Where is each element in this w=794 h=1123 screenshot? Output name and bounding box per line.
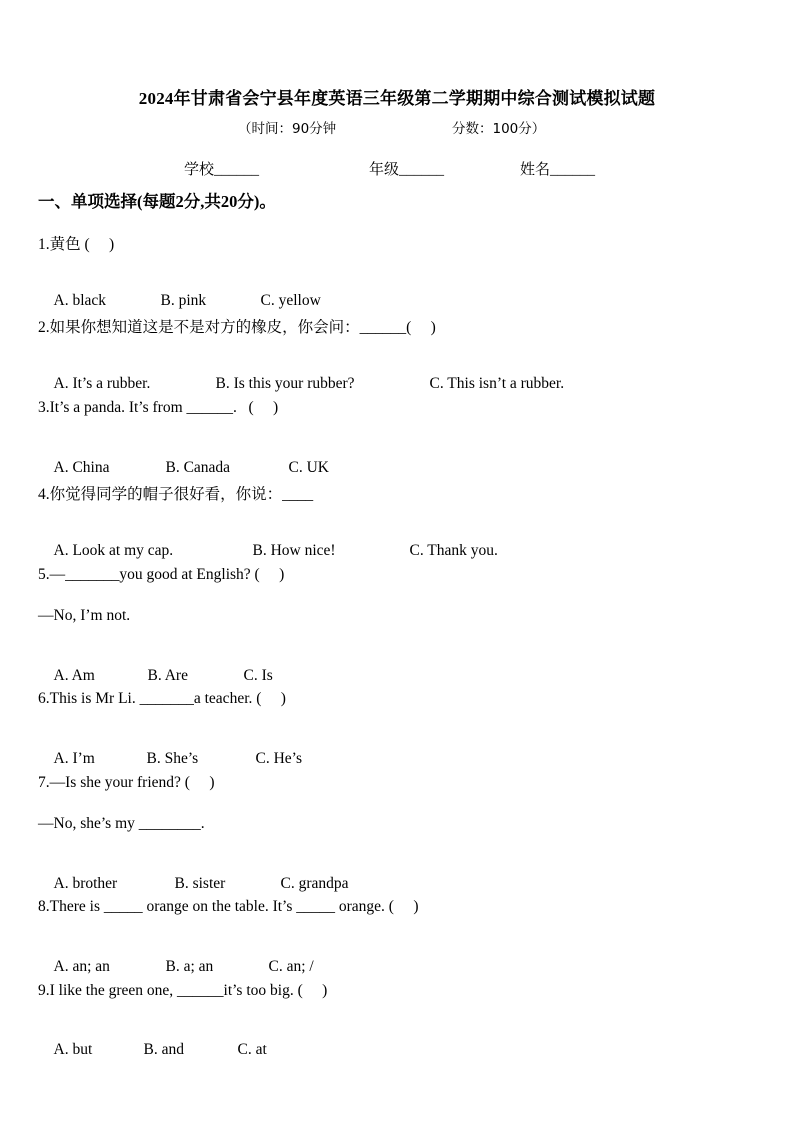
question-stem: 7.—Is she your friend? ( ) [38, 774, 215, 791]
option-a: A. but [53, 1041, 93, 1058]
option-a: A. black [53, 292, 107, 309]
option-c: C. an; / [268, 958, 314, 975]
option-c: C. He’s [255, 750, 302, 767]
option-c: C. UK [288, 459, 329, 476]
option-b: B. Are [147, 667, 188, 684]
option-b: B. pink [160, 292, 207, 309]
question-stem: 2.如果你想知道这是不是对方的橡皮，你会问：______( ) [38, 319, 436, 336]
option-c: C. at [237, 1041, 267, 1058]
option-b: B. a; an [165, 958, 214, 975]
option-b: B. How nice! [252, 542, 336, 559]
question-stem: 4.你觉得同学的帽子很好看，你说：____ [38, 486, 314, 503]
exam-score: 分数：100分） [452, 121, 546, 137]
option-c: C. This isn’t a rubber. [429, 375, 565, 392]
option-a: A. Look at my cap. [53, 542, 174, 559]
question-options [38, 1023, 267, 1077]
option-a: A. It’s a rubber. [53, 375, 151, 392]
name-field: 姓名______ [520, 162, 596, 178]
option-b: B. Canada [165, 459, 231, 476]
grade-field: 年级______ [369, 162, 445, 178]
option-c: C. Thank you. [409, 542, 498, 559]
question-stem: 9.I like the green one, ______it’s too big. ( ) [38, 982, 328, 999]
question-reply: —No, she’s my ________. [38, 815, 205, 832]
option-a: A. I’m [53, 750, 95, 767]
question-reply: —No, I’m not. [38, 607, 131, 624]
option-c: C. Is [243, 667, 273, 684]
question-stem: 6.This is Mr Li. _______a teacher. ( ) [38, 690, 286, 707]
option-b: B. Is this your rubber? [215, 375, 355, 392]
school-field: 学校______ [184, 162, 260, 178]
option-a: A. brother [53, 875, 118, 892]
exam-time: （时间：90分钟 [238, 121, 337, 137]
option-b: B. She’s [146, 750, 199, 767]
option-c: C. grandpa [280, 875, 349, 892]
option-b: B. sister [174, 875, 226, 892]
question-stem: 3.It’s a panda. It’s from ______. ( ) [38, 399, 279, 416]
question-stem: 8.There is _____ orange on the table. It’s _____ orange. ( ) [38, 898, 419, 915]
option-a: A. Am [53, 667, 95, 684]
question-stem: 1.黄色 ( ) [38, 236, 115, 253]
exam-title: 2024年甘肃省会宁县年度英语三年级第二学期期中综合测试模拟试题 [138, 89, 656, 108]
option-b: B. and [143, 1041, 184, 1058]
section-heading: 一、单项选择(每题2分,共20分)。 [38, 192, 276, 211]
option-a: A. an; an [53, 958, 110, 975]
option-c: C. yellow [260, 292, 321, 309]
question-stem: 5.—_______you good at English? ( ) [38, 566, 285, 583]
option-a: A. China [53, 459, 110, 476]
